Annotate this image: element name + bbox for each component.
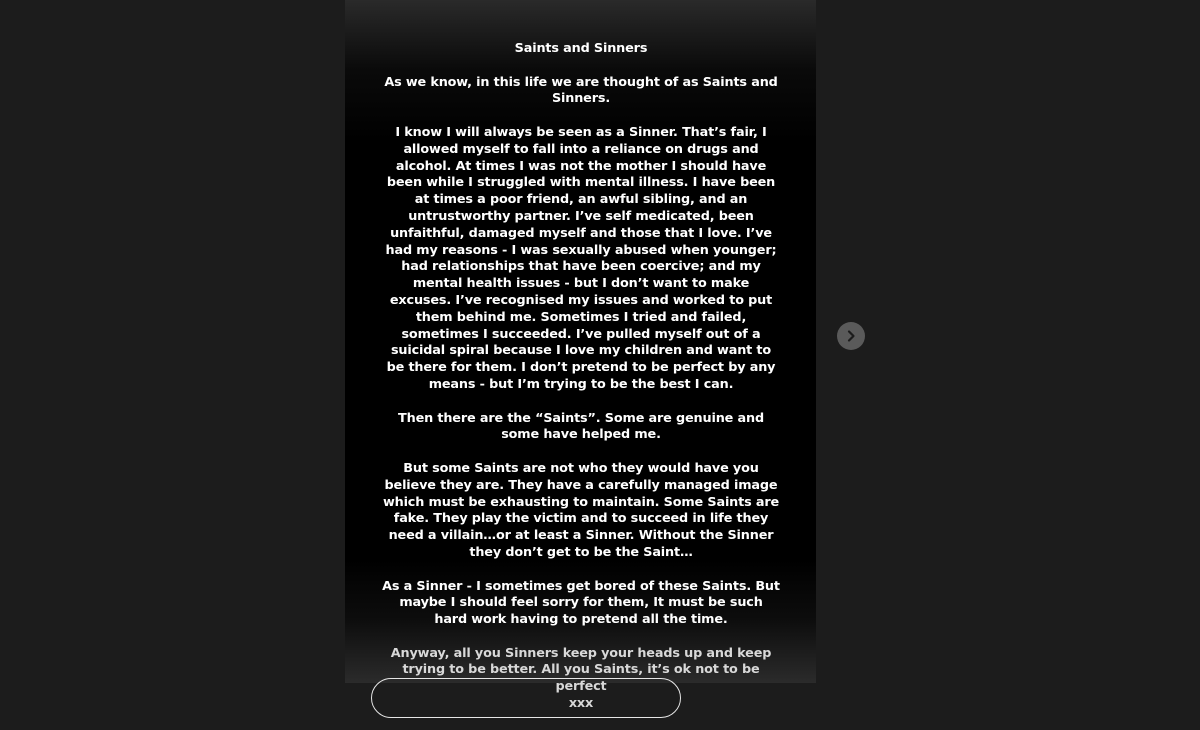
next-story-button[interactable]	[837, 322, 865, 350]
story-paragraph-intro: As we know, in this life we are thought of as Saints and Sinners.	[384, 74, 778, 107]
story-paragraph-closing: Anyway, all you Sinners keep your heads up and keep trying to be better. All you Saints, it’s ok not to be perfect xxx	[390, 645, 772, 712]
chevron-right-icon	[844, 329, 858, 343]
story-text-block	[381, 41, 781, 730]
reply-input[interactable]	[371, 678, 681, 718]
story-paragraph-sinner: I know I will always be seen as a Sinner. That’s fair, I allowed myself to fall into a reliance on drugs and alcohol. At times I was not the mother I should have been while I struggled with mental illness. I have been at times a poor friend, an awful sibling, and an untrustworthy partner. I’ve self medicated, been unfaithful, damaged myself and those that I love. I’ve had my reasons - I was sexually abused when younger; had relationships that have been coercive; and my mental health issues - but I don’t want to make excuses. I’ve recognised my issues and worked to put them behind me. Sometimes I tried and failed, sometimes I succeeded. I’ve pulled myself out of a suicidal spiral because I love my children and want to be there for them. I don’t pretend to be perfect by any means - but I’m trying to be the best I can.	[385, 124, 777, 392]
story-paragraph-saints: Then there are the “Saints”. Some are genuine and some have helped me.	[398, 410, 764, 443]
story-paragraph-bored: As a Sinner - I sometimes get bored of these Saints. But maybe I should feel sorry for them, It must be such hard work having to pretend all the time.	[382, 578, 780, 628]
story-title: Saints and Sinners	[514, 41, 648, 56]
story-card[interactable]	[345, 0, 816, 712]
story-paragraph-fake-saints: But some Saints are not who they would have you believe they are. They have a carefully managed image which must be exhausting to maintain. Some Saints are fake. They play the victim and to succeed in life they need a villain…or at least a Sinner. Without the Sinner they don’t get to be the Saint…	[382, 460, 780, 560]
